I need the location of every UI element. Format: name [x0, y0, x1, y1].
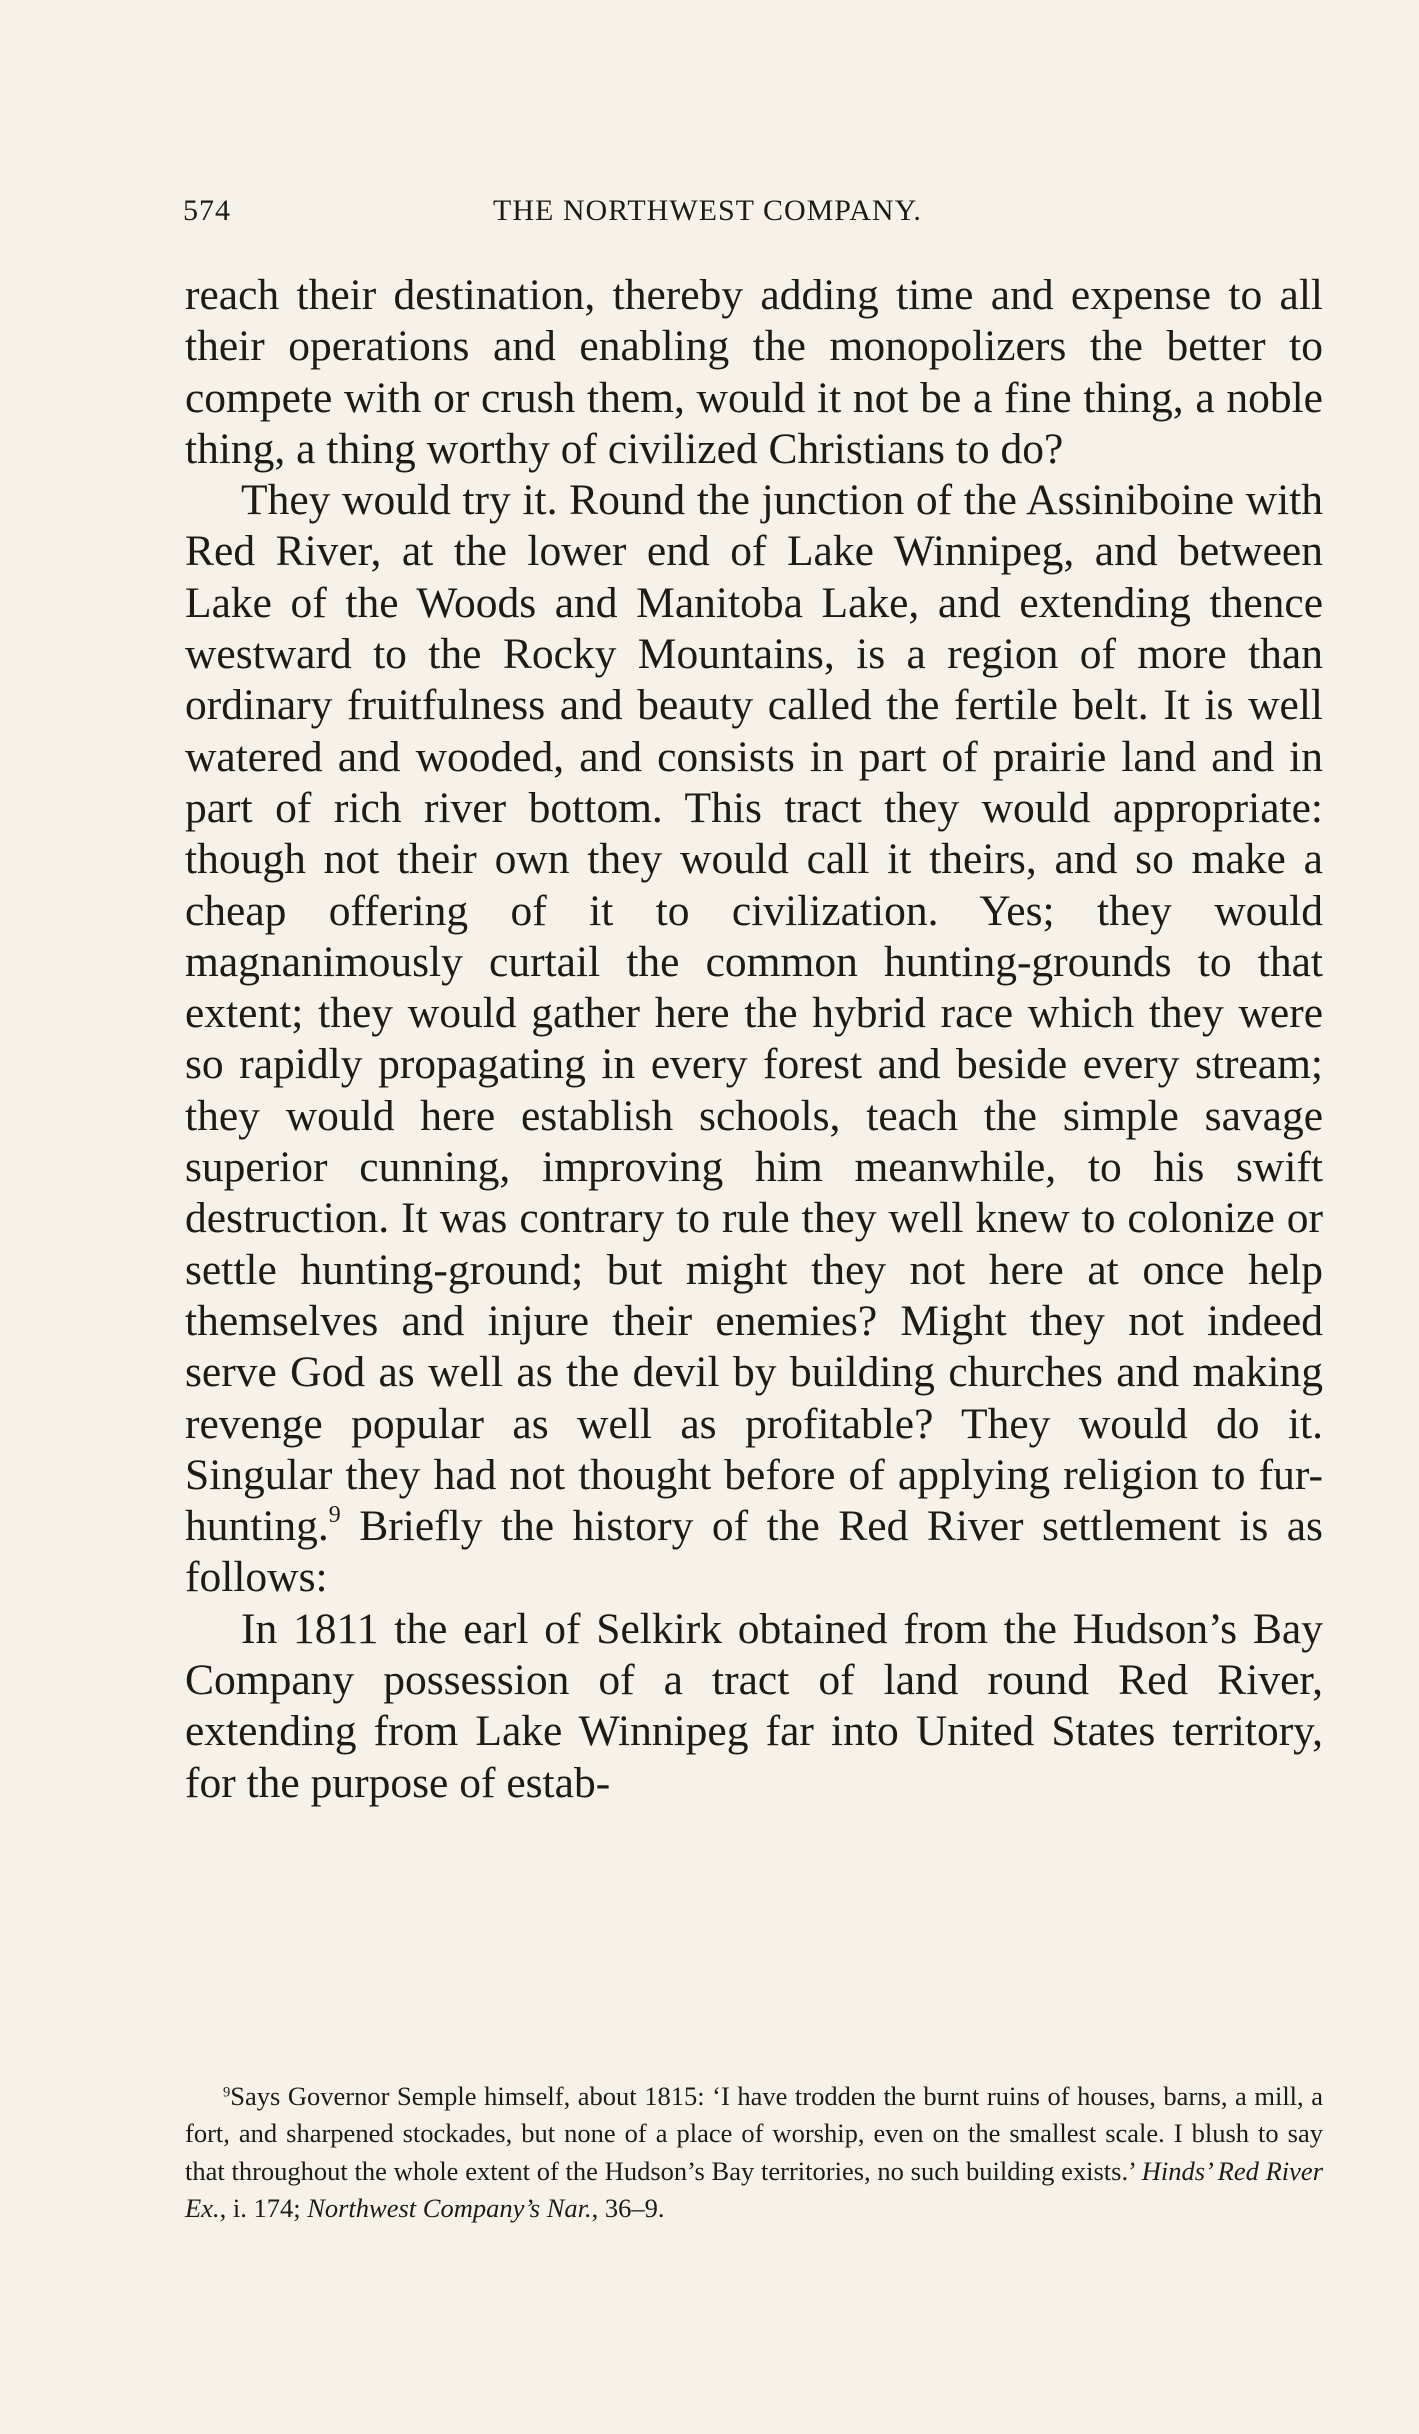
footnote-citation-1-details: , i. 174; [219, 2192, 308, 2223]
footnote-reference: 9 [328, 1502, 341, 1529]
footnote-marker: 9 [223, 2084, 231, 2101]
footnote-citation-1: Hinds’ Red River Ex. [185, 2155, 1324, 2223]
paragraph-1: reach their destination, thereby adding time and expense to all their operations and enabling the monopolizers the better to compete with or crush them, would it not be a fine thing, a noble thing, a thing worthy of civilized Christians to do? [185, 271, 1323, 473]
running-head: THE NORTHWEST COMPANY. [493, 194, 922, 227]
footnote-9 [185, 2078, 1323, 2227]
paragraph-2 [185, 475, 1323, 1604]
footnote-text: Says Governor Semple himself, about 1815: ‘I have trodden the burnt ruins of houses, barns, a mill, a fort, and sharpened stockades, but none of a place of worship, even on the smallest scale. I blush to say that throughout the whole extent of the Hudson’s Bay territories, no such building exists.’ [185, 2081, 1323, 2186]
paragraph-2-text: They would try it. Round the junction of the Assiniboine with Red River, at the lower end of Lake Winnipeg, and between Lake of the Woods and Manitoba Lake, and extending thence westward to the Rocky Mountains, is a region of more than ordinary fruitfulness and beauty called the fertile belt. It is well watered and wooded, and consists in part of prairie land and in part of rich river bottom. This tract they would appropriate: though not their own they would call it theirs, and so make a cheap offering of it to civilization. Yes; they would magnanimously curtail the common hunting-grounds to that extent; they would gather here the hybrid race which they were so rapidly propagating in every forest and beside every stream; they would here establish schools, teach the simple savage superior cunning, improving him meanwhile, to his swift destruction. It was contrary to rule they well knew to colonize or settle hunting-ground; but might they not here at once help themselves and injure their enemies? Might they not indeed serve God as well as the devil by building churches and making revenge popular as well as profitable? They would do it. Singular they had not thought before of applying religion to fur-hunting. [185, 476, 1323, 1551]
page-header [183, 194, 1323, 234]
page-number: 574 [183, 194, 231, 227]
footnotes [185, 2078, 1323, 2227]
paragraph-3: In 1811 the earl of Selkirk obtained from the Hudson’s Bay Company possession of a tract of land round Red River, extending from Lake Winnipeg far into United States territory, for the purpose of estab- [185, 1604, 1323, 1807]
paragraph-2-text-end: Briefly the history of the Red River settlement is as follows: [185, 1502, 1323, 1602]
footnote-citation-2: Northwest Company’s Nar. [307, 2192, 592, 2223]
footnote-citation-2-details: , 36–9. [591, 2192, 665, 2223]
body-text [185, 270, 1323, 1809]
